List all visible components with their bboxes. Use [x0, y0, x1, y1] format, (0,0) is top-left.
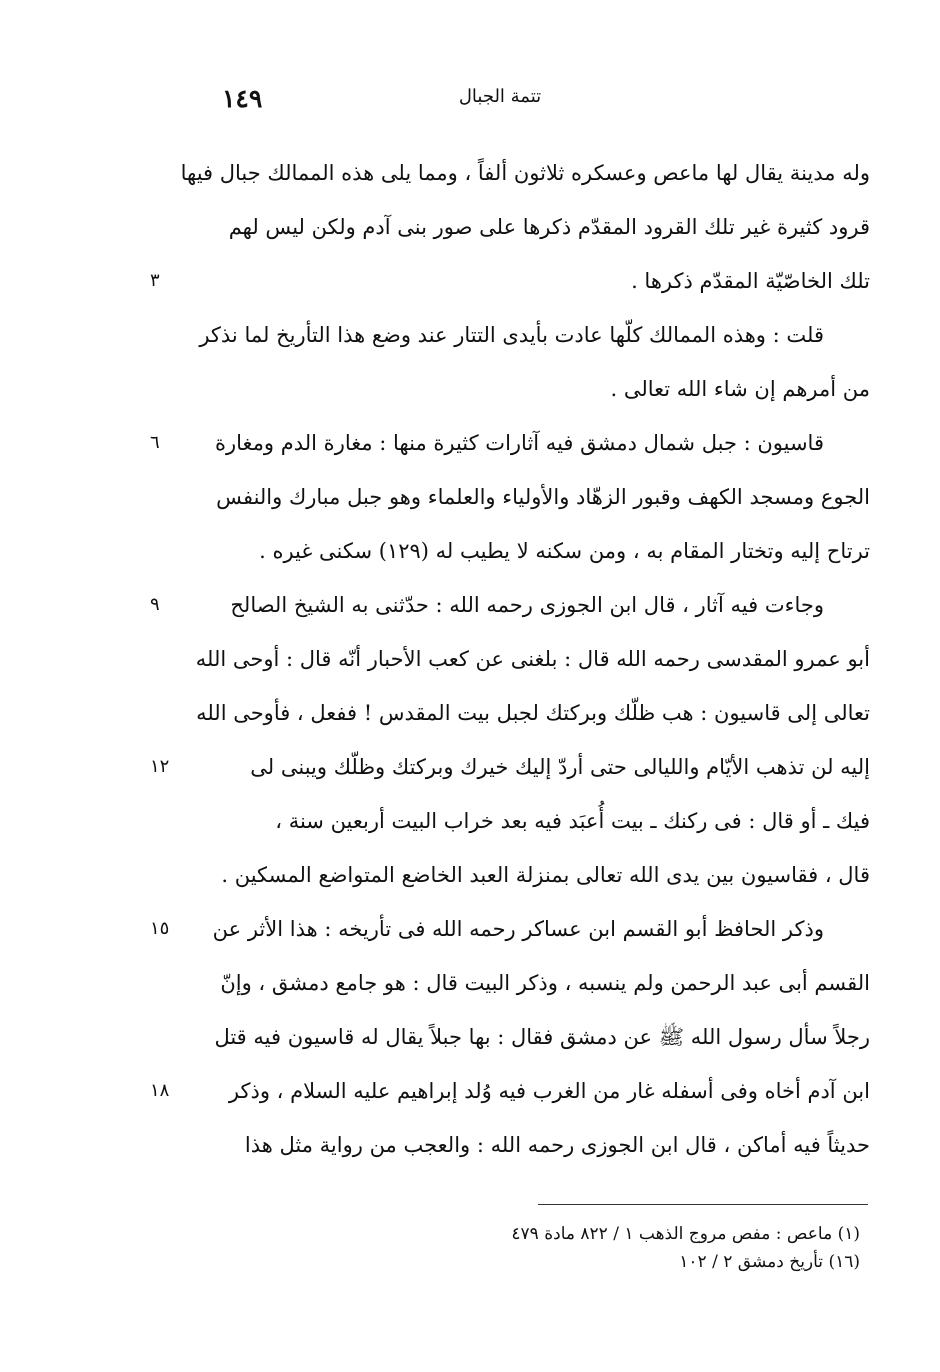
line-text: الجوع ومسجد الكهف وقبور الزهّاد والأولياء والعلماء وهو جبل مبارك والنفس [216, 485, 870, 509]
text-line [150, 686, 870, 740]
text-line [150, 794, 870, 848]
footnote: (١) ماعص : مفص مروج الذهب ١ / ٨٢٢ مادة ٤٧٩ [511, 1224, 860, 1244]
text-line [150, 416, 870, 470]
text-line [150, 956, 870, 1010]
text-line [150, 362, 870, 416]
line-text: فيك ـ أو قال : فى ركنك ـ بيت أُعبَد فيه بعد خراب البيت أربعين سنة ، [275, 809, 870, 833]
line-text: القسم أبى عبد الرحمن ولم ينسبه ، وذكر البيت قال : هو جامع دمشق ، وإنّ [220, 971, 870, 995]
line-text: إليه لن تذهب الأيّام والليالى حتى أردّ إليك خيرك وبركتك وظلّك ويبنى لى [250, 755, 870, 779]
line-text: وله مدينة يقال لها ماعص وعسكره ثلاثون ألفاً ، ومما يلى هذه الممالك جبال فيها [180, 161, 870, 185]
line-text: قاسيون : جبل شمال دمشق فيه آثارات كثيرة منها : مغارة الدم ومغارة [215, 431, 824, 455]
line-number: ٦ [150, 432, 160, 453]
text-line [150, 578, 870, 632]
line-text: حديثاً فيه أماكن ، قال ابن الجوزى رحمه الله : والعجب من رواية مثل هذا [244, 1133, 870, 1157]
main-text [150, 146, 870, 1172]
text-line [150, 470, 870, 524]
line-text: من أمرهم إن شاء الله تعالى . [610, 377, 870, 401]
line-number: ١٢ [150, 756, 170, 777]
text-line [150, 632, 870, 686]
page-number: ١٤٩ [222, 84, 263, 113]
text-line [150, 308, 870, 362]
line-number: ١٥ [150, 918, 170, 939]
line-text: رجلاً سأل رسول الله ﷺ عن دمشق فقال : بها جبلاً يقال له قاسيون فيه قتل [214, 1025, 870, 1049]
text-line [150, 1118, 870, 1172]
text-line [150, 848, 870, 902]
text-line [150, 1064, 870, 1118]
line-text: ابن آدم أخاه وفى أسفله غار من الغرب فيه وُلد إبراهيم عليه السلام ، وذكر [228, 1079, 870, 1103]
text-line [150, 146, 870, 200]
text-line [150, 1010, 870, 1064]
line-text: وجاءت فيه آثار ، قال ابن الجوزى رحمه الله : حدّثنى به الشيخ الصالح [230, 593, 824, 617]
footnotes [420, 1220, 860, 1276]
text-line [150, 254, 870, 308]
line-number: ١٨ [150, 1080, 170, 1101]
text-line [150, 902, 870, 956]
line-text: تلك الخاصّيّة المقدّم ذكرها . [631, 269, 870, 293]
line-text: تعالى إلى قاسيون : هب ظلّك وبركتك لجبل بيت المقدس ! ففعل ، فأوحى الله [196, 701, 870, 725]
text-line [150, 200, 870, 254]
running-title: تتمة الجبال [458, 86, 542, 107]
line-text: قال ، فقاسيون بين يدى الله تعالى بمنزلة العبد الخاضع المتواضع المسكين . [221, 863, 870, 887]
text-line [150, 524, 870, 578]
line-text: وذكر الحافظ أبو القسم ابن عساكر رحمه الله فى تأريخه : هذا الأثر عن [212, 917, 824, 941]
line-number: ٣ [150, 270, 160, 291]
line-text: أبو عمرو المقدسى رحمه الله قال : بلغنى عن كعب الأحبار أنّه قال : أوحى الله [195, 647, 870, 671]
line-number: ٩ [150, 594, 160, 615]
line-text: ترتاح إليه وتختار المقام به ، ومن سكنه لا يطيب له (١٢٩) سكنى غيره . [259, 539, 870, 563]
text-line [150, 740, 870, 794]
line-text: قلت : وهذه الممالك كلّها عادت بأيدى التتار عند وضع هذا التأريخ لما نذكر [199, 323, 824, 347]
footnote: (١٦) تأريخ دمشق ٢ / ١٠٢ [679, 1252, 860, 1272]
line-text: قرود كثيرة غير تلك القرود المقدّم ذكرها على صور بنى آدم ولكن ليس لهم [228, 215, 870, 239]
footnote-divider [538, 1204, 868, 1205]
